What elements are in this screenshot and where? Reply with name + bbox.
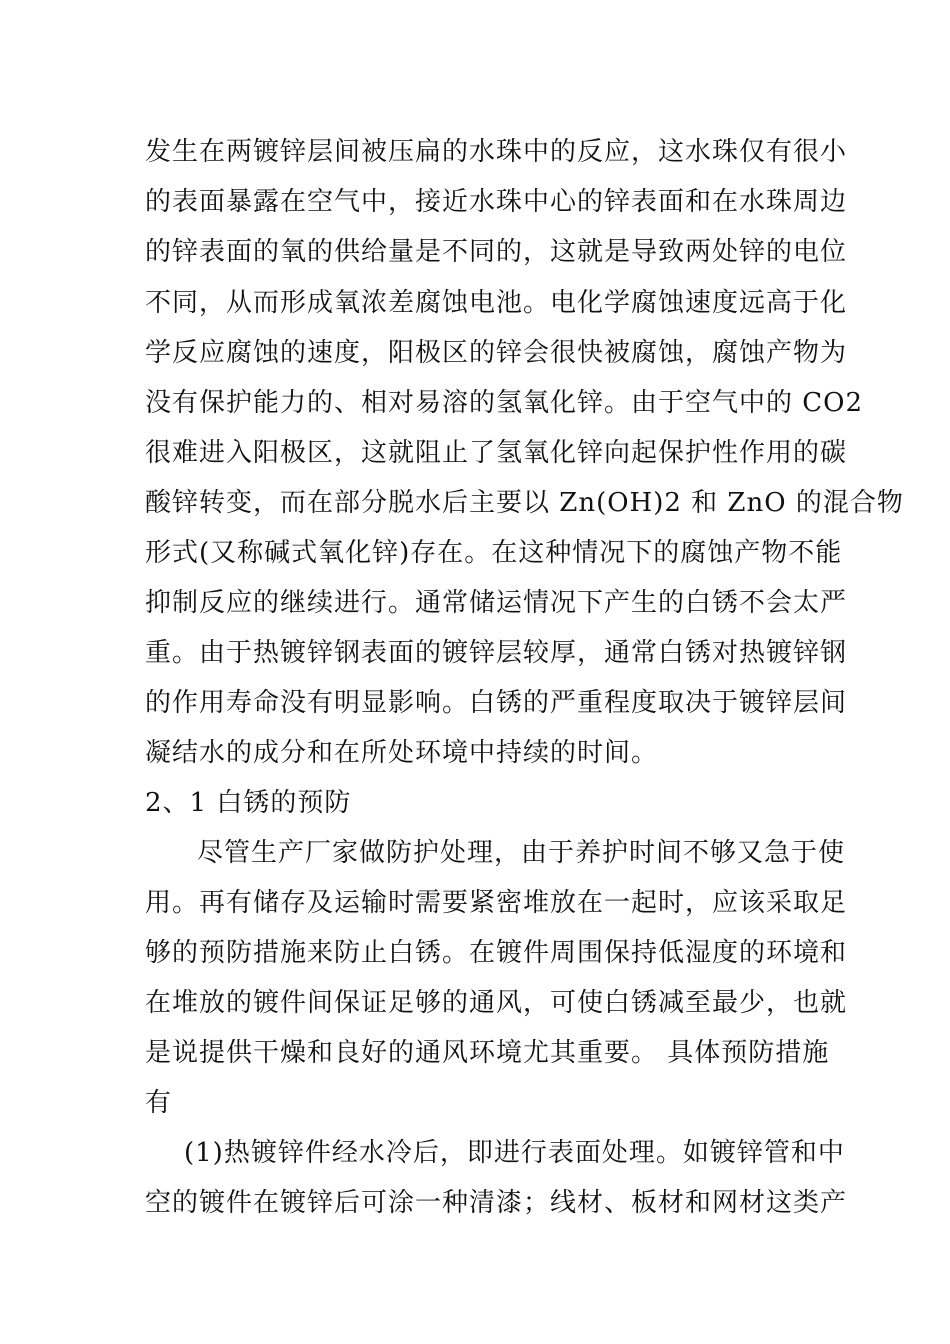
section-heading: 2、1 白锈的预防 <box>145 788 352 818</box>
paragraph1-line-7: 很难进入阳极区，这就阻止了氢氧化锌向起保护性作用的碳 <box>145 438 848 468</box>
paragraph1-line-13: 凝结水的成分和在所处环境中持续的时间。 <box>145 738 659 768</box>
paragraph3-line-1: (1)热镀锌件经水冷后，即进行表面处理。如镀锌管和中 <box>184 1138 845 1168</box>
paragraph1-line-3: 的锌表面的氧的供给量是不同的，这就是导致两处锌的电位 <box>145 237 848 267</box>
paragraph2-line-1: 尽管生产厂家做防护处理，由于养护时间不够又急于使 <box>197 838 846 868</box>
paragraph2-line-5: 是说提供干燥和良好的通风环境尤其重要。 具体预防措施 <box>145 1038 830 1068</box>
paragraph1-line-9: 形式(又称碱式氧化锌)存在。在这种情况下的腐蚀产物不能 <box>145 538 843 568</box>
paragraph2-line-2: 用。再有储存及运输时需要紧密堆放在一起时，应该采取足 <box>145 888 848 918</box>
paragraph2-line-4: 在堆放的镀件间保证足够的通风，可使白锈减至最少，也就 <box>145 988 848 1018</box>
paragraph2-line-3: 够的预防措施来防止白锈。在镀件周围保持低湿度的环境和 <box>145 938 848 968</box>
paragraph1-line-1: 发生在两镀锌层间被压扁的水珠中的反应，这水珠仅有很小 <box>145 137 848 167</box>
paragraph1-line-4: 不同，从而形成氧浓差腐蚀电池。电化学腐蚀速度远高于化 <box>145 288 848 318</box>
paragraph1-line-2: 的表面暴露在空气中，接近水珠中心的锌表面和在水珠周边 <box>145 187 848 217</box>
paragraph1-line-12: 的作用寿命没有明显影响。白锈的严重程度取决于镀锌层间 <box>145 688 848 718</box>
paragraph1-line-5: 学反应腐蚀的速度，阳极区的锌会很快被腐蚀，腐蚀产物为 <box>145 338 848 368</box>
paragraph1-line-6: 没有保护能力的、相对易溶的氢氧化锌。由于空气中的 CO2 <box>145 388 864 418</box>
paragraph1-line-8: 酸锌转变，而在部分脱水后主要以 Zn(OH)2 和 ZnO 的混合物 <box>145 488 904 518</box>
paragraph1-line-10: 抑制反应的继续进行。通常储运情况下产生的白锈不会太严 <box>145 588 848 618</box>
paragraph3-line-2: 空的镀件在镀锌后可涂一种清漆；线材、板材和网材这类产 <box>145 1188 848 1218</box>
paragraph1-line-11: 重。由于热镀锌钢表面的镀锌层较厚，通常白锈对热镀锌钢 <box>145 638 848 668</box>
paragraph2-line-6: 有 <box>145 1088 173 1118</box>
